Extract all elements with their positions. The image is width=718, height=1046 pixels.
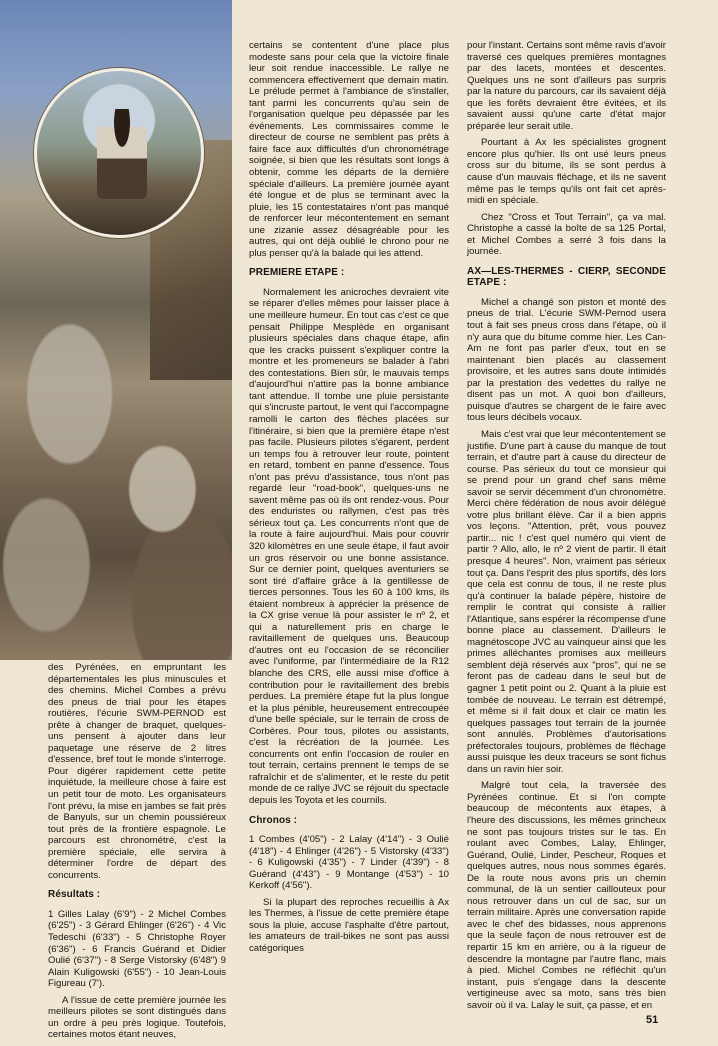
article-column-1 — [48, 662, 226, 1046]
paragraph: Si la plupart des reproches recueillis à Ax les Thermes, à l'issue de cette première étape sous la pluie, accuse l'asphalte d'être partout, les amateurs de trail-bikes ne sont pas aussi catégoriques — [249, 896, 449, 955]
page-number: 51 — [646, 1014, 659, 1026]
rider-portrait-photo — [34, 68, 204, 238]
paragraph: certains se contentent d'une place plus modeste sans pour cela que la victoire finale leur soit rendue inaccessible. Le rallye ne commencera effectivement que demain matin. Le prélude permet à l'ambiance de s'installer, tant parmi les concurrents qu'au sein de l'organisation quelque peu dépassée par les événements. Les commissaires comme le directeur de course ne semblent pas prêts à faire face aux difficultés d'un chronométrage soignée, si bien que les résultats sont longs à obtenir, comme les départs de la dernière spéciale d'ailleurs. La première journée ayant été longue et de plus se terminant avec la pluie, les 15 contestataires n'ont pas manqué de renforcer leur mécontentement en semant une zizanie assez désagréable pour les autres, qui ont déjà oublié le chrono pour ne plus penser qu'à la balade qui les attend. — [249, 40, 449, 259]
paragraph: Normalement les anicroches devraient vite se réparer d'elles mêmes pour laisser place à une meilleure humeur. En tout cas c'est ce que pensait Philippe Mesplède en organisant plusieurs spéciales dans chaque étape, afin que les cracks puissent s'expliquer contre la montre et les promeneurs se balader à l'abri des contestations. Bien sûr, le mauvais temps d'aujourd'hui n'attire pas la bonne ambiance tant attendue. Il tombe une pluie persistante qui s'incruste partout, le vent qui l'accompagne ramolli le carton des flèches placées sur l'itinéraire, si bien que la première étape n'est pas facile. Plusieurs pilotes s'égarent, perdent un temps fou à retrouver leur route, pointent en retard, tombent en panne d'essence. Tous n'ont pas prévu d'assistance, tous n'ont pas regardé leur "road-book", quelques-uns ne savent même pas où ils ont rendez-vous. Pour des enduristes ou rallymen, c'est pas très sérieux tout ça. Les concurrents n'ont que de la route à faire aujourd'hui. Mais pour couvrir 320 kilomètres en une seule étape, il faut avoir un gros réservoir ou une bonne assistance. Sur ce dernier point, quelques aventuriers se sont tiré d'affaire grâce à la gentillesse de tierces personnes. Tous les 60 à 100 kms, ils étaient nombreux à apprécier la présence de la CX grise venue là pour assister le nº 2, et qui a naturellement pris en charge le ravitaillement de quelques uns. Beaucoup d'autres ont eu l'occasion de se réconcilier avec l'uniforme, par l'intermédiaire de la R12 blanche des CRS, elle aussi mise d'office à contribution pour le ravitaillement des brebis perdues. La première étape fut la plus longue et la plus pénible, heureusement entrecoupée d'une belle spéciale, sur le terrain de cross de Corbères. Pour tous, pilotes ou assistants, c'est la récréation de la journée. Les concurrents ont enfin l'occasion de rouler en tout terrain, certains prennent le temps de se rafraîchir et de s'alimenter, et le reste du petit monde de ce rallye JVC se réjouit du spectacle depuis les Toyota et les cournils. — [249, 286, 449, 806]
paragraph: Mais c'est vrai que leur mécontentement se justifie. D'une part à cause du manque de tout terrain, et d'autre part à cause du directeur de course. Pas sérieux du tout ce monsieur qui se prend pour un grand chef sans même savoir se servir décemment d'un chronomètre. Merci chère fédération de nous avoir délégué votre plus brillant élève. Car il a bien appris vos leçons. "Attention, prêt, vous pouvez partir... nic ! c'est quel numéro qui vient de partir ? Allo, allo, le nº 2 vient de partir. Il était presque 4 heures". Non, vraiment pas sérieux tout ça. Dans l'esprit des plus sportifs, dès lors que cela est connu de tous, il ne reste plus qu'à continuer la balade pépère, histoire de remplir le contrat qui consiste à rallier l'Atlantique, sans espérer la récompense d'une bonne place au classement. D'ailleurs le magnétoscope JVC au vainqueur ainsi que les primes alléchantes promises aux meilleurs semblent déjà réservés aux "pros", qui ne se feront pas de cadeau dans le seul but de gagner 1 petit point ou 2. Quant à la pluie est tombée de nouveau. Le terrain est détrempé, et même si il fait doux et clair ce matin les quelques passages tout terrain de la journée sont annulés. Problèmes d'autorisations préfectorales toujours, problèmes de fléchage aussi puisque les deux traceurs se sont fichus dans un ravin hier soir. — [467, 428, 666, 775]
paragraph: A l'issue de cette première journée les meilleurs pilotes se sont distingués dans un ordre à peu près logique. Toutefois, certaines motos étant neuves, — [48, 994, 226, 1041]
article-column-2 — [249, 40, 449, 960]
paragraph: pour l'instant. Certains sont même ravis d'avoir traversé ces quelques premières montagnes par des lacets, montées et descentes. Quelques uns ne sont d'ailleurs pas surpris par la nature du parcours, car ils savaient déjà que les forêts devraient être évitées, et ils savaient aussi qu'une carte d'état major préparée leur serait utile. — [467, 40, 666, 132]
section-heading-results: Résultats : — [48, 889, 101, 901]
article-column-3 — [467, 40, 666, 1016]
chronos-list: 1 Combes (4'05") - 2 Lalay (4'14") - 3 Oulié (4'18") - 4 Ehlinger (4'26") - 5 Vistorsky (4'33") - 6 Kuligowski (4'35") - 7 Linder (4'39") - 8 Guérand (4'43") - 9 Montange (4'53") - 10 Kerkoff (4'56"). — [249, 834, 449, 892]
paragraph: Pourtant à Ax les spécialistes grognent encore plus qu'hier. Ils ont usé leurs pneus cross sur du bitume, ils se sont perdus à cause d'un mauvais fléchage, et ils ne savent même pas le temps qu'ils ont fait cet après-midi en spéciale. — [467, 137, 666, 207]
mountain-landscape-photo — [0, 0, 232, 660]
section-heading-seconde-etape: AX—LES-THERMES - CIERP, SECONDE ETAPE : — [467, 265, 666, 289]
paragraph: Chez "Cross et Tout Terrain", ça va mal. Christophe a cassé la boîte de sa 125 Portal, et Michel Combes a serré 3 fois dans la journée. — [467, 211, 666, 258]
paragraph: des Pyrénées, en empruntant les départementales les plus minuscules et des chemins. Michel Combes a prévu des pneus de trial pour les étapes routières, l'écurie SWM-PERNOD est prête à changer de braquet, quelques-uns pensent à ajouter dans leur paquetage une réserve de 2 litres d'essence, bref tout le monde s'interroge. Pour digérer rapidement cette petite inquiétude, la meilleure chose à faire est un petit tour de moto. Les organisateurs l'ont prévu, la mise en jambes se fait près de Banyuls, sur un chemin poussiéreux tout près de la frontière espagnole. Le parcours est chronométré, c'est la première spéciale, elle servira à déterminer l'ordre de départ des concurrents. — [48, 662, 226, 881]
section-heading-chronos: Chronos : — [249, 814, 298, 826]
results-list: 1 Gilles Lalay (6'9") - 2 Michel Combes (6'25") - 3 Gérard Ehlinger (6'26") - 4 Vic Tedeschi (6'33") - 5 Christophe Royer (6'36") - 6 Francis Guérand et Didier Oulié (6'37") - 8 Serge Vistorsky (6'48") 9 Alain Kuligowski (6'55") - 10 Jean-Louis Figureau (7'). — [48, 908, 226, 990]
rocks-image-area — [0, 280, 232, 660]
section-heading-premiere-etape: PREMIERE ETAPE : — [249, 267, 345, 279]
rider-figure — [97, 109, 147, 199]
paragraph: Michel a changé son piston et monté des pneus de trial. L'écurie SWM-Pernod usera tout à fait ses pneus cross dans l'étape, où il n'y aura que du bitume comme hier. Les Can-Am ne font pas parler d'eux, tout en se maintenant bien placés au classement provisoire, et les autres sans doute intimidés par la prestation des vedettes du rallye ne disent pas un mot. A quoi bon d'ailleurs, puisque d'autres se chargent de le faire avec tous leurs décibels vocaux. — [467, 296, 666, 424]
paragraph: Malgré tout cela, la traversée des Pyrénées continue. Et si l'on compte beaucoup de mécontents aux étapes, à l'heure des discussions, les mêmes grincheux ne sont pas toujours tristes sur le tas. En roulant avec Combes, Lalay, Ehlinger, Guérand, Oulié, Linder, Pescheur, Roques et quelques autres, nous nous sommes égarés. De la route nous avons pris un chemin communal, de là un sentier caillouteux pour nous retrouver dans un cul de sac, sur un terrain militaire. Après une conversation rapide avec le chef des bidasses, nous apprenons que la seule façon de nous retrouver est de repartir 15 km en arrière, ou à la rigueur de descendre la montagne par l'autre flanc, mais à pied. Michel Combes ne réfléchit qu'un instant, puis s'engage dans la descente vertigineuse avec sa moto, sans très bien savoir où il va. Lalay le suit, ça passe, et en — [467, 780, 666, 1011]
